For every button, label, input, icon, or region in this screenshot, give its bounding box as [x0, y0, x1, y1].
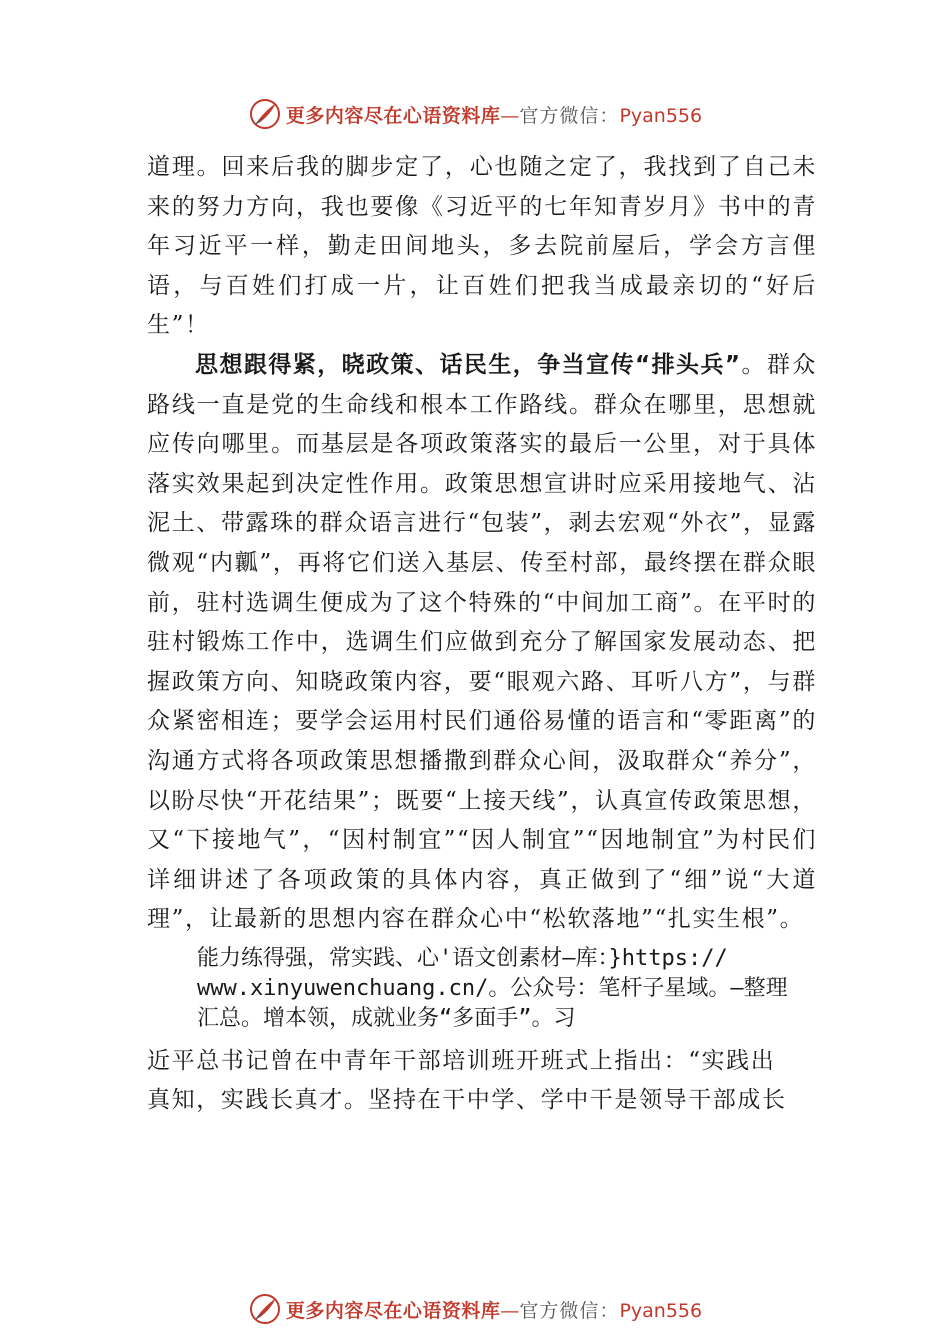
paragraph-3-line-1: 近平总书记曾在中青年干部培训班开班式上指出：“实践出 [147, 1047, 776, 1074]
paragraph-3-line-2: 真知，实践长真才。坚持在干中学、学中干是领导干部成长 [147, 1087, 787, 1114]
watermark-line-2: www.xinyuwenchuang.cn/。公众号：笔杆子星域。—整理 [197, 975, 788, 1001]
banner-text [286, 101, 702, 128]
watermark-insert-block [197, 944, 837, 1034]
paragraph-1: 道理。回来后我的脚步定了，心也随之定了，我找到了自己未来的努力方向，我也要像《习近平的七年知青岁月》书中的青年习近平一样，勤走田间地头，多去院前屋后，学会方言俚语，与百姓们打成一片，让百姓们把我当成最亲切的“好后生”！ [147, 154, 817, 339]
paragraph-2-heading: 思想跟得紧，晓政策、话民生，争当宣传“排头兵” [195, 351, 741, 378]
paragraph-3 [147, 1042, 817, 1121]
paragraph-2-body: 。群众路线一直是党的生命线和根本工作路线。群众在哪里，思想就应传向哪里。而基层是各项政策落实的最后一公里，对于具体落实效果起到决定性作用。政策思想宣讲时应采用接地气、沾泥土、带露珠的群众语言进行“包装”，剥去宏观“外衣”，显露微观“内瓤”，再将它们送入基层、传至村部，最终摆在群众眼前，驻村选调生便成为了这个特殊的“中间加工商”。在平时的驻村锻炼工作中，选调生们应做到充分了解国家发展动态、把握政策方向、知晓政策内容，要“眼观六路、耳听八方”，与群众紧密相连；要学会运用村民们通俗易懂的语言和“零距离”的沟通方式将各项政策思想播撒到群众心间，汲取群众“养分”，以盼尽快“开花结果”；既要“上接天线”，认真宣传政策思想，又“下接地气”，“因村制宜”“因人制宜”“因地制宜”为村民们详细讲述了各项政策的具体内容，真正做到了“细”说“大道理”，让最新的思想内容在群众心中“松软落地”“扎实生根”。 [147, 351, 817, 933]
document-body [147, 148, 817, 1121]
paragraph-2 [147, 346, 817, 940]
watermark-line-1: 能力练得强，常实践、心'语文创素材—库：}https:// [197, 945, 728, 971]
header-banner [0, 94, 950, 134]
banner-dash: — [500, 104, 520, 127]
footer-banner [0, 1289, 950, 1329]
banner-wechat-label: 官方微信： [519, 1299, 620, 1322]
banner-wechat-id: Pyan556 [619, 104, 703, 127]
banner-dash: — [500, 1299, 520, 1322]
banner-wechat-label: 官方微信： [519, 104, 620, 127]
banner-text [286, 1296, 702, 1323]
banner-wechat-id: Pyan556 [619, 1299, 703, 1322]
quill-logo-icon [248, 1292, 282, 1326]
quill-logo-icon [248, 97, 282, 131]
watermark-line-3: 汇总。增本领，成就业务“多面手”。习 [197, 1005, 576, 1031]
banner-library-name: 更多内容尽在心语资料库 [285, 104, 501, 127]
banner-library-name: 更多内容尽在心语资料库 [285, 1299, 501, 1322]
